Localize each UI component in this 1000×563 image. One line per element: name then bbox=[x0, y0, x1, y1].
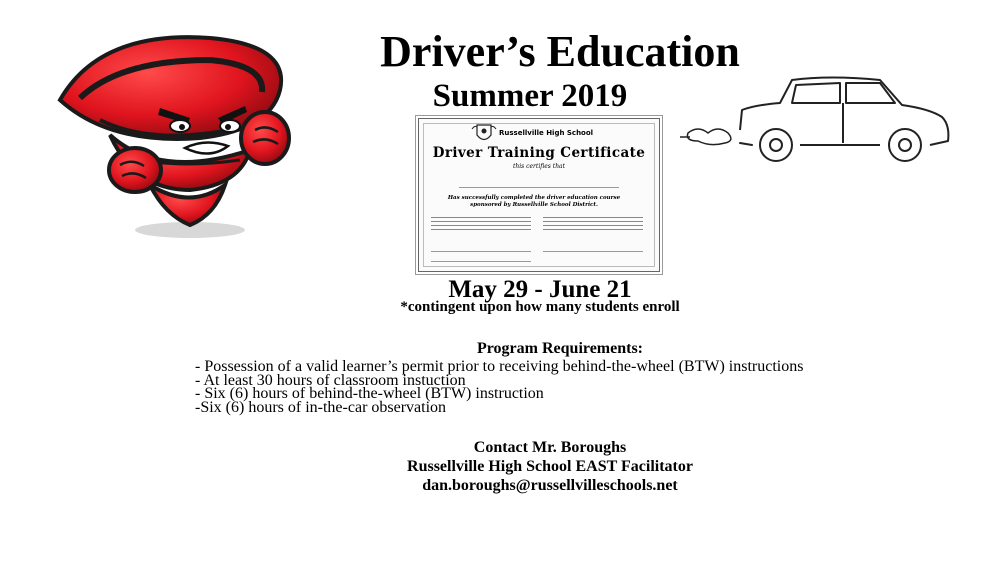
certificate-date-line bbox=[431, 261, 531, 262]
crest-icon bbox=[471, 123, 497, 145]
requirement-item: - At least 30 hours of classroom instuction bbox=[195, 371, 466, 389]
certificate-signature-line-left bbox=[431, 251, 531, 252]
certificate-title: Driver Training Certificate bbox=[432, 145, 646, 161]
contact-name: Contact Mr. Boroughs bbox=[473, 439, 627, 456]
certificate-fineprint-right bbox=[543, 217, 643, 231]
certificate-school: Russellville High School bbox=[499, 129, 594, 137]
contact-title: Russellville High School EAST Facilitator bbox=[407, 458, 693, 475]
requirement-item: - Possession of a valid learner’s permit prior to receiving behind-the-wheel (BTW) instructions bbox=[195, 358, 804, 375]
certificate-fineprint-left bbox=[431, 217, 531, 231]
requirements-heading: Program Requirements: bbox=[476, 340, 644, 357]
certificate-image bbox=[418, 118, 660, 272]
certificate-signature-line-right bbox=[543, 251, 643, 252]
certificate-completed-text: Has successfully completed the driver education course sponsored by Russellville School District. bbox=[447, 195, 621, 208]
certificate-name-line bbox=[459, 187, 619, 188]
requirements-list bbox=[195, 360, 955, 414]
requirement-item: -Six (6) hours of in-the-car observation bbox=[195, 398, 447, 416]
requirement-item: - Six (6) hours of behind-the-wheel (BTW) instruction bbox=[195, 385, 544, 402]
page-subtitle: Summer 2019 bbox=[432, 78, 628, 114]
enrollment-note: *contingent upon how many students enroll bbox=[400, 299, 680, 315]
car-icon bbox=[680, 75, 955, 165]
program-dates: May 29 - June 21 bbox=[448, 276, 632, 303]
certificate-certifies: this certifies that bbox=[512, 163, 566, 170]
contact-email: dan.boroughs@russellvilleschools.net bbox=[422, 477, 678, 494]
contact-block bbox=[340, 438, 760, 495]
page-title: Driver’s Education bbox=[380, 27, 740, 76]
